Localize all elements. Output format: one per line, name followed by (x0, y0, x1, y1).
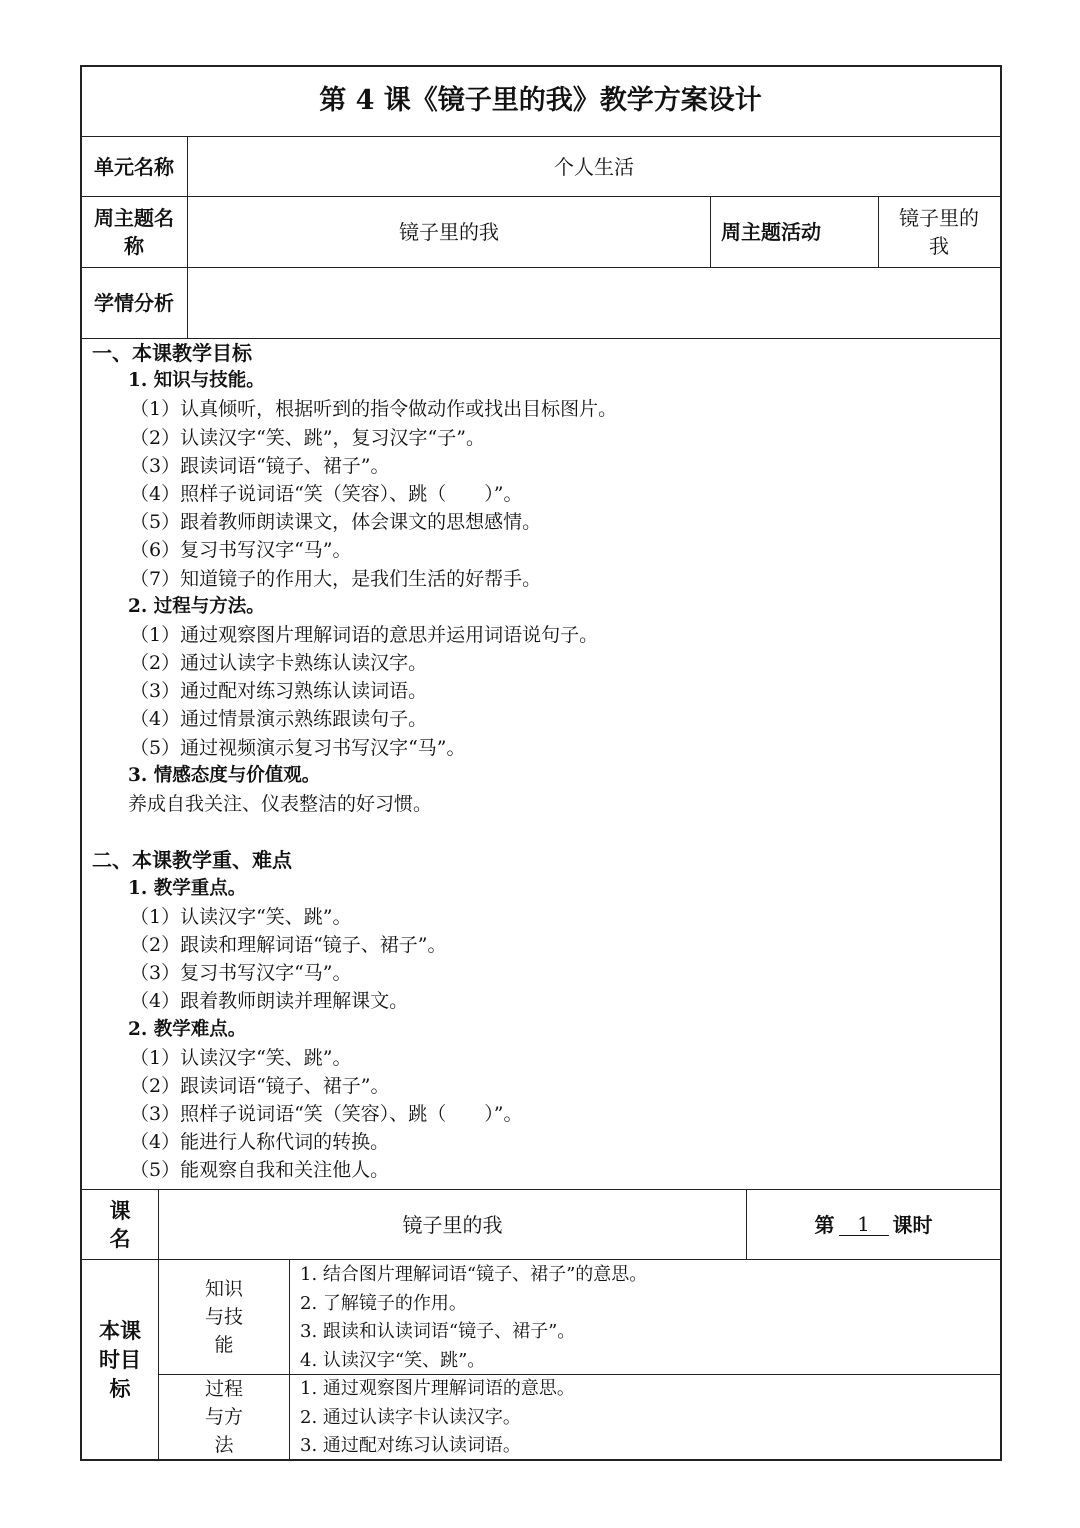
section1-sub1-heading: 1. 知识与技能。 (128, 370, 265, 392)
period-number: 1 (839, 1213, 889, 1236)
list-item: （1）通过观察图片理解词语的意思并运用词语说句子。 (130, 623, 599, 646)
week-activity-label: 周主题活动 (721, 220, 821, 244)
objective-list-knowledge (290, 1261, 1000, 1375)
list-item: （3）照样子说词语“笑（笑容）、跳（ ）”。 (130, 1103, 523, 1126)
spacer (92, 818, 992, 846)
section1-sub3-heading: 3. 情感态度与价值观。 (128, 764, 321, 786)
objectives-section (92, 339, 992, 1185)
lesson-name: 镜子里的我 (402, 1212, 503, 1237)
list-item: 4. 认读汉字“笑、跳”。 (300, 1349, 486, 1371)
lesson-period (747, 1190, 1000, 1259)
week-topic-value: 镜子里的我 (399, 220, 499, 244)
period-suffix: 课时 (892, 1212, 933, 1237)
section1-sub3-text: 养成自我关注、仪表整洁的好习惯。 (128, 793, 433, 815)
objectives-label: 本课时目标 (99, 1318, 141, 1401)
list-item: （5）能观察自我和关注他人。 (130, 1159, 390, 1182)
list-item: （2）跟读和理解词语“镜子、裙子”。 (130, 933, 447, 956)
section2-sub1-heading: 1. 教学重点。 (128, 877, 247, 899)
section1-sub2-heading: 2. 过程与方法。 (128, 595, 265, 617)
list-item: （4）照样子说词语“笑（笑容）、跳（ ）”。 (130, 482, 523, 505)
list-item: （4）通过情景演示熟练跟读句子。 (130, 708, 428, 731)
list-item: （7）知道镜子的作用大，是我们生活的好帮手。 (130, 567, 542, 590)
list-item: （5）通过视频演示复习书写汉字“马”。 (130, 736, 466, 759)
list-item: （2）跟读词语“镜子、裙子”。 (130, 1074, 390, 1097)
list-item: （3）通过配对练习熟练认读词语。 (130, 680, 428, 703)
list-item: 3. 跟读和认读词语“镜子、裙子”。 (300, 1321, 576, 1342)
period-prefix: 第 (814, 1212, 835, 1237)
unit-value: 个人生活 (554, 154, 634, 179)
list-item: 1. 通过观察图片理解词语的意思。 (300, 1378, 575, 1399)
objective-list-process (290, 1375, 1000, 1461)
list-item: （5）跟着教师朗读课文，体会课文的思想感情。 (130, 511, 542, 534)
list-item: （2）认读汉字“笑、跳”，复习汉字“子”。 (130, 426, 485, 449)
list-item: （1）认读汉字“笑、跳”。 (130, 1046, 352, 1069)
analysis-label: 学情分析 (94, 291, 174, 315)
unit-label: 单元名称 (94, 154, 174, 179)
page-title: 第 4 课《镜子里的我》教学方案设计 (319, 85, 762, 116)
list-item: （6）复习书写汉字“马”。 (130, 539, 352, 562)
list-item: （4）跟着教师朗读并理解课文。 (130, 990, 409, 1013)
list-item: （1）认真倾听，根据听到的指令做动作或找出目标图片。 (130, 398, 618, 421)
list-item: 1. 结合图片理解词语“镜子、裙子”的意思。 (300, 1264, 648, 1285)
week-activity-value: 镜子里的我 (899, 206, 979, 258)
list-item: 2. 通过认读字卡认读汉字。 (300, 1406, 521, 1428)
objective-group-label: 知识与技能 (204, 1278, 243, 1356)
list-item: 2. 了解镜子的作用。 (300, 1292, 467, 1314)
list-item: 3. 通过配对练习认读词语。 (300, 1435, 521, 1456)
list-item: （2）通过认读字卡熟练认读汉字。 (130, 652, 428, 675)
list-item: （3）跟读词语“镜子、裙子”。 (130, 454, 390, 477)
week-topic-label: 周主题名称 (94, 206, 174, 258)
section2-sub2-heading: 2. 教学难点。 (128, 1018, 247, 1040)
section1-heading: 一、本课教学目标 (92, 341, 252, 365)
list-item: （1）认读汉字“笑、跳”。 (130, 905, 352, 928)
objective-group-label: 过程与方法 (204, 1378, 243, 1456)
list-item: （4）能进行人称代词的转换。 (130, 1131, 390, 1154)
lesson-label: 课名 (109, 1197, 131, 1251)
section2-heading: 二、本课教学重、难点 (92, 848, 292, 873)
list-item: （3）复习书写汉字“马”。 (130, 962, 352, 985)
analysis-value (188, 268, 1000, 338)
